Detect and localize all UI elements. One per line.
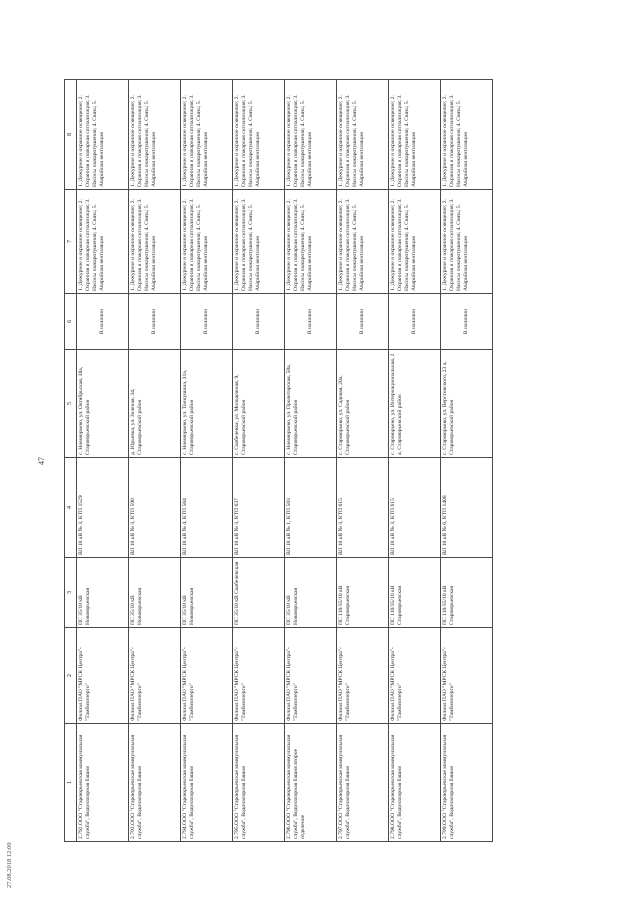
cell-feeder-line: ВЛ 10 кВ № 3, КТП 1529 bbox=[77, 458, 129, 558]
column-header: 4 bbox=[65, 458, 77, 558]
cell-critical-load: 1. Дежурное и охранное освещение; 2. Охранная и пожарная сигнализация; 3. Насосы пожаротушения; 4. Связь; 5. Аварийная вентиляция bbox=[441, 80, 493, 190]
cell-consumer-name: 2.795.ООО "Староюрьевская коммунальная служба", Водонапорная башня bbox=[233, 724, 285, 842]
cell-feeder-line: ВЛ 10 кВ № 3, КТП 590 bbox=[129, 458, 181, 558]
table-row bbox=[181, 80, 233, 842]
table-row bbox=[389, 80, 441, 842]
cell-availability: В наличии bbox=[181, 294, 233, 350]
cell-emergency-load: 1. Дежурное и охранное освещение; 2. Охранная и пожарная сигнализация; 3. Насосы пожаротушения; 4. Связь; 5. Аварийная вентиляция bbox=[441, 190, 493, 294]
cell-substation: ПС 110/35/10 кВ Староюрьевская bbox=[389, 558, 441, 628]
cell-availability: В наличии bbox=[389, 294, 441, 350]
cell-consumer-name: 2.797.ООО "Староюрьевская коммунальная служба", Водонапорная башня bbox=[337, 724, 389, 842]
header-row bbox=[65, 80, 77, 842]
cell-grid-operator: Филиал ПАО "МРСК Центра"-"Тамбовэнерго" bbox=[129, 628, 181, 724]
page-number: 47 bbox=[37, 457, 46, 465]
cell-availability: В наличии bbox=[233, 294, 285, 350]
cell-emergency-load: 1. Дежурное и охранное освещение; 2. Охранная и пожарная сигнализация; 3. Насосы пожаротушения; 4. Связь; 5. Аварийная вентиляция bbox=[233, 190, 285, 294]
cell-emergency-load: 1. Дежурное и охранное освещение; 2. Охранная и пожарная сигнализация; 3. Насосы пожаротушения; 4. Связь; 5. Аварийная вентиляция bbox=[389, 190, 441, 294]
cell-emergency-load: 1. Дежурное и охранное освещение; 2. Охранная и пожарная сигнализация; 3. Насосы пожаротушения; 4. Связь; 5. Аварийная вентиляция bbox=[181, 190, 233, 294]
cell-emergency-load: 1. Дежурное и охранное освещение; 2. Охранная и пожарная сигнализация; 3. Насосы пожаротушения; 4. Связь; 5. Аварийная вентиляция bbox=[129, 190, 181, 294]
table-row bbox=[77, 80, 129, 842]
column-header: 5 bbox=[65, 350, 77, 458]
cell-feeder-line: ВЛ 10 кВ № 3, КТП 615 bbox=[337, 458, 389, 558]
column-header: 3 bbox=[65, 558, 77, 628]
cell-substation: ПС 110/35/10 кВ Староюрьевская bbox=[337, 558, 389, 628]
cell-availability: В наличии bbox=[337, 294, 389, 350]
cell-emergency-load: 1. Дежурное и охранное освещение; 2. Охранная и пожарная сигнализация; 3. Насосы пожаротушения; 4. Связь; 5. Аварийная вентиляция bbox=[77, 190, 129, 294]
cell-address: с. Новоюрьево, ул. Пролетарская, 58а, Староюрьевский район bbox=[285, 350, 337, 458]
cell-feeder-line: ВЛ 10 кВ № 4, КТП 584 bbox=[181, 458, 233, 558]
cell-address: с. Новоюрьево, ул. Тонкушина, 31а, Староюрьевский район bbox=[181, 350, 233, 458]
cell-availability: В наличии bbox=[285, 294, 337, 350]
cell-consumer-name: 2.798.ООО "Староюрьевская коммунальная служба", Водонапорная башня bbox=[389, 724, 441, 842]
cell-address: с. Новоюрьево, ул. Октябрьская, 38а, Староюрьевский район bbox=[77, 350, 129, 458]
cell-availability: В наличии bbox=[441, 294, 493, 350]
cell-grid-operator: Филиал ПАО "МРСК Центра"-"Тамбовэнерго" bbox=[337, 628, 389, 724]
cell-grid-operator: Филиал ПАО "МРСК Центра"-"Тамбовэнерго" bbox=[181, 628, 233, 724]
cell-address: д. Юрьевка, ул. Зеленая, 34, Староюрьевский район bbox=[129, 350, 181, 458]
column-header: 6 bbox=[65, 294, 77, 350]
cell-address: с. Староюрьево, ул. Верстовского, 23 а, Староюрьевский район bbox=[441, 350, 493, 458]
cell-feeder-line: ВЛ 10 кВ № 3, КТП 637 bbox=[233, 458, 285, 558]
print-timestamp: 27.08.2018 12:00 bbox=[6, 842, 13, 888]
cell-substation: ПС 35/10 кВ Скобелевская bbox=[233, 558, 285, 628]
cell-availability: В наличии bbox=[77, 294, 129, 350]
cell-critical-load: 1. Дежурное и охранное освещение; 2. Охранная и пожарная сигнализация; 3. Насосы пожаротушения; 4. Связь; 5. Аварийная вентиляция bbox=[129, 80, 181, 190]
cell-grid-operator: Филиал ПАО "МРСК Центра"-"Тамбовэнерго" bbox=[285, 628, 337, 724]
table-row bbox=[337, 80, 389, 842]
table-row bbox=[285, 80, 337, 842]
cell-consumer-name: 2.792.ООО "Староюрьевская коммунальная служба", Водонапорная башня bbox=[77, 724, 129, 842]
cell-address: с. Староюрьево, ул. Интернациональная, 2 а, Староюрьевский район bbox=[389, 350, 441, 458]
column-header: 8 bbox=[65, 80, 77, 190]
column-header: 7 bbox=[65, 190, 77, 294]
cell-substation: ПС 35/10 кВ Новоюрьевская bbox=[129, 558, 181, 628]
table-row bbox=[129, 80, 181, 842]
cell-address: с. Староюрьево, ул. Садовая, 20а, Староюрьевский район bbox=[337, 350, 389, 458]
table-row bbox=[233, 80, 285, 842]
column-header: 2 bbox=[65, 628, 77, 724]
cell-substation: ПС 35/10 кВ Новоюрьевская bbox=[285, 558, 337, 628]
cell-consumer-name: 2.796.ООО "Староюрьевская коммунальная служба", Водонапорная башня второе отделение bbox=[285, 724, 337, 842]
cell-critical-load: 1. Дежурное и охранное освещение; 2. Охранная и пожарная сигнализация; 3. Насосы пожаротушения; 4. Связь; 5. Аварийная вентиляция bbox=[337, 80, 389, 190]
cell-grid-operator: Филиал ПАО "МРСК Центра"-"Тамбовэнерго" bbox=[233, 628, 285, 724]
cell-critical-load: 1. Дежурное и охранное освещение; 2. Охранная и пожарная сигнализация; 3. Насосы пожаротушения; 4. Связь; 5. Аварийная вентиляция bbox=[285, 80, 337, 190]
cell-grid-operator: Филиал ПАО "МРСК Центра"-"Тамбовэнерго" bbox=[441, 628, 493, 724]
cell-consumer-name: 2.794.ООО "Староюрьевская коммунальная служба", Водонапорная башня bbox=[181, 724, 233, 842]
table-row bbox=[441, 80, 493, 842]
cell-critical-load: 1. Дежурное и охранное освещение; 2. Охранная и пожарная сигнализация; 3. Насосы пожаротушения; 4. Связь; 5. Аварийная вентиляция bbox=[233, 80, 285, 190]
cell-substation: ПС 35/10 кВ Новоюрьевская bbox=[77, 558, 129, 628]
cell-grid-operator: Филиал ПАО "МРСК Центра"-"Тамбовэнерго" bbox=[77, 628, 129, 724]
cell-emergency-load: 1. Дежурное и охранное освещение; 2. Охранная и пожарная сигнализация; 3. Насосы пожаротушения; 4. Связь; 5. Аварийная вентиляция bbox=[337, 190, 389, 294]
cell-consumer-name: 2.799.ООО "Староюрьевская коммунальная служба", Водонапорная башня bbox=[441, 724, 493, 842]
cell-critical-load: 1. Дежурное и охранное освещение; 2. Охранная и пожарная сигнализация; 3. Насосы пожаротушения; 4. Связь; 5. Аварийная вентиляция bbox=[77, 80, 129, 190]
cell-critical-load: 1. Дежурное и охранное освещение; 2. Охранная и пожарная сигнализация; 3. Насосы пожаротушения; 4. Связь; 5. Аварийная вентиляция bbox=[181, 80, 233, 190]
rotated-sheet bbox=[37, 80, 564, 842]
table-body bbox=[65, 80, 493, 842]
cell-critical-load: 1. Дежурное и охранное освещение; 2. Охранная и пожарная сигнализация; 3. Насосы пожаротушения; 4. Связь; 5. Аварийная вентиляция bbox=[389, 80, 441, 190]
column-header: 1 bbox=[65, 724, 77, 842]
cell-consumer-name: 2.793.ООО "Староюрьевская коммунальная служба", Водонапорная башня bbox=[129, 724, 181, 842]
cell-substation: ПС 35/10 кВ Новоюрьевская bbox=[181, 558, 233, 628]
cell-emergency-load: 1. Дежурное и охранное освещение; 2. Охранная и пожарная сигнализация; 3. Насосы пожаротушения; 4. Связь; 5. Аварийная вентиляция bbox=[285, 190, 337, 294]
cell-feeder-line: ВЛ 10 кВ № 3, КТП 615 bbox=[389, 458, 441, 558]
cell-address: с. Скобелевка, ул. Молодежная, 9, Староюрьевский район bbox=[233, 350, 285, 458]
cell-availability: В наличии bbox=[129, 294, 181, 350]
cell-substation: ПС 110/35/10 кВ Староюрьевская bbox=[441, 558, 493, 628]
cell-grid-operator: Филиал ПАО "МРСК Центра"-"Тамбовэнерго" bbox=[389, 628, 441, 724]
cell-feeder-line: ВЛ 10 кВ № 1, КТП 583 bbox=[285, 458, 337, 558]
data-table bbox=[64, 79, 493, 842]
cell-feeder-line: ВЛ 10 кВ № 6, КТП 1408 bbox=[441, 458, 493, 558]
